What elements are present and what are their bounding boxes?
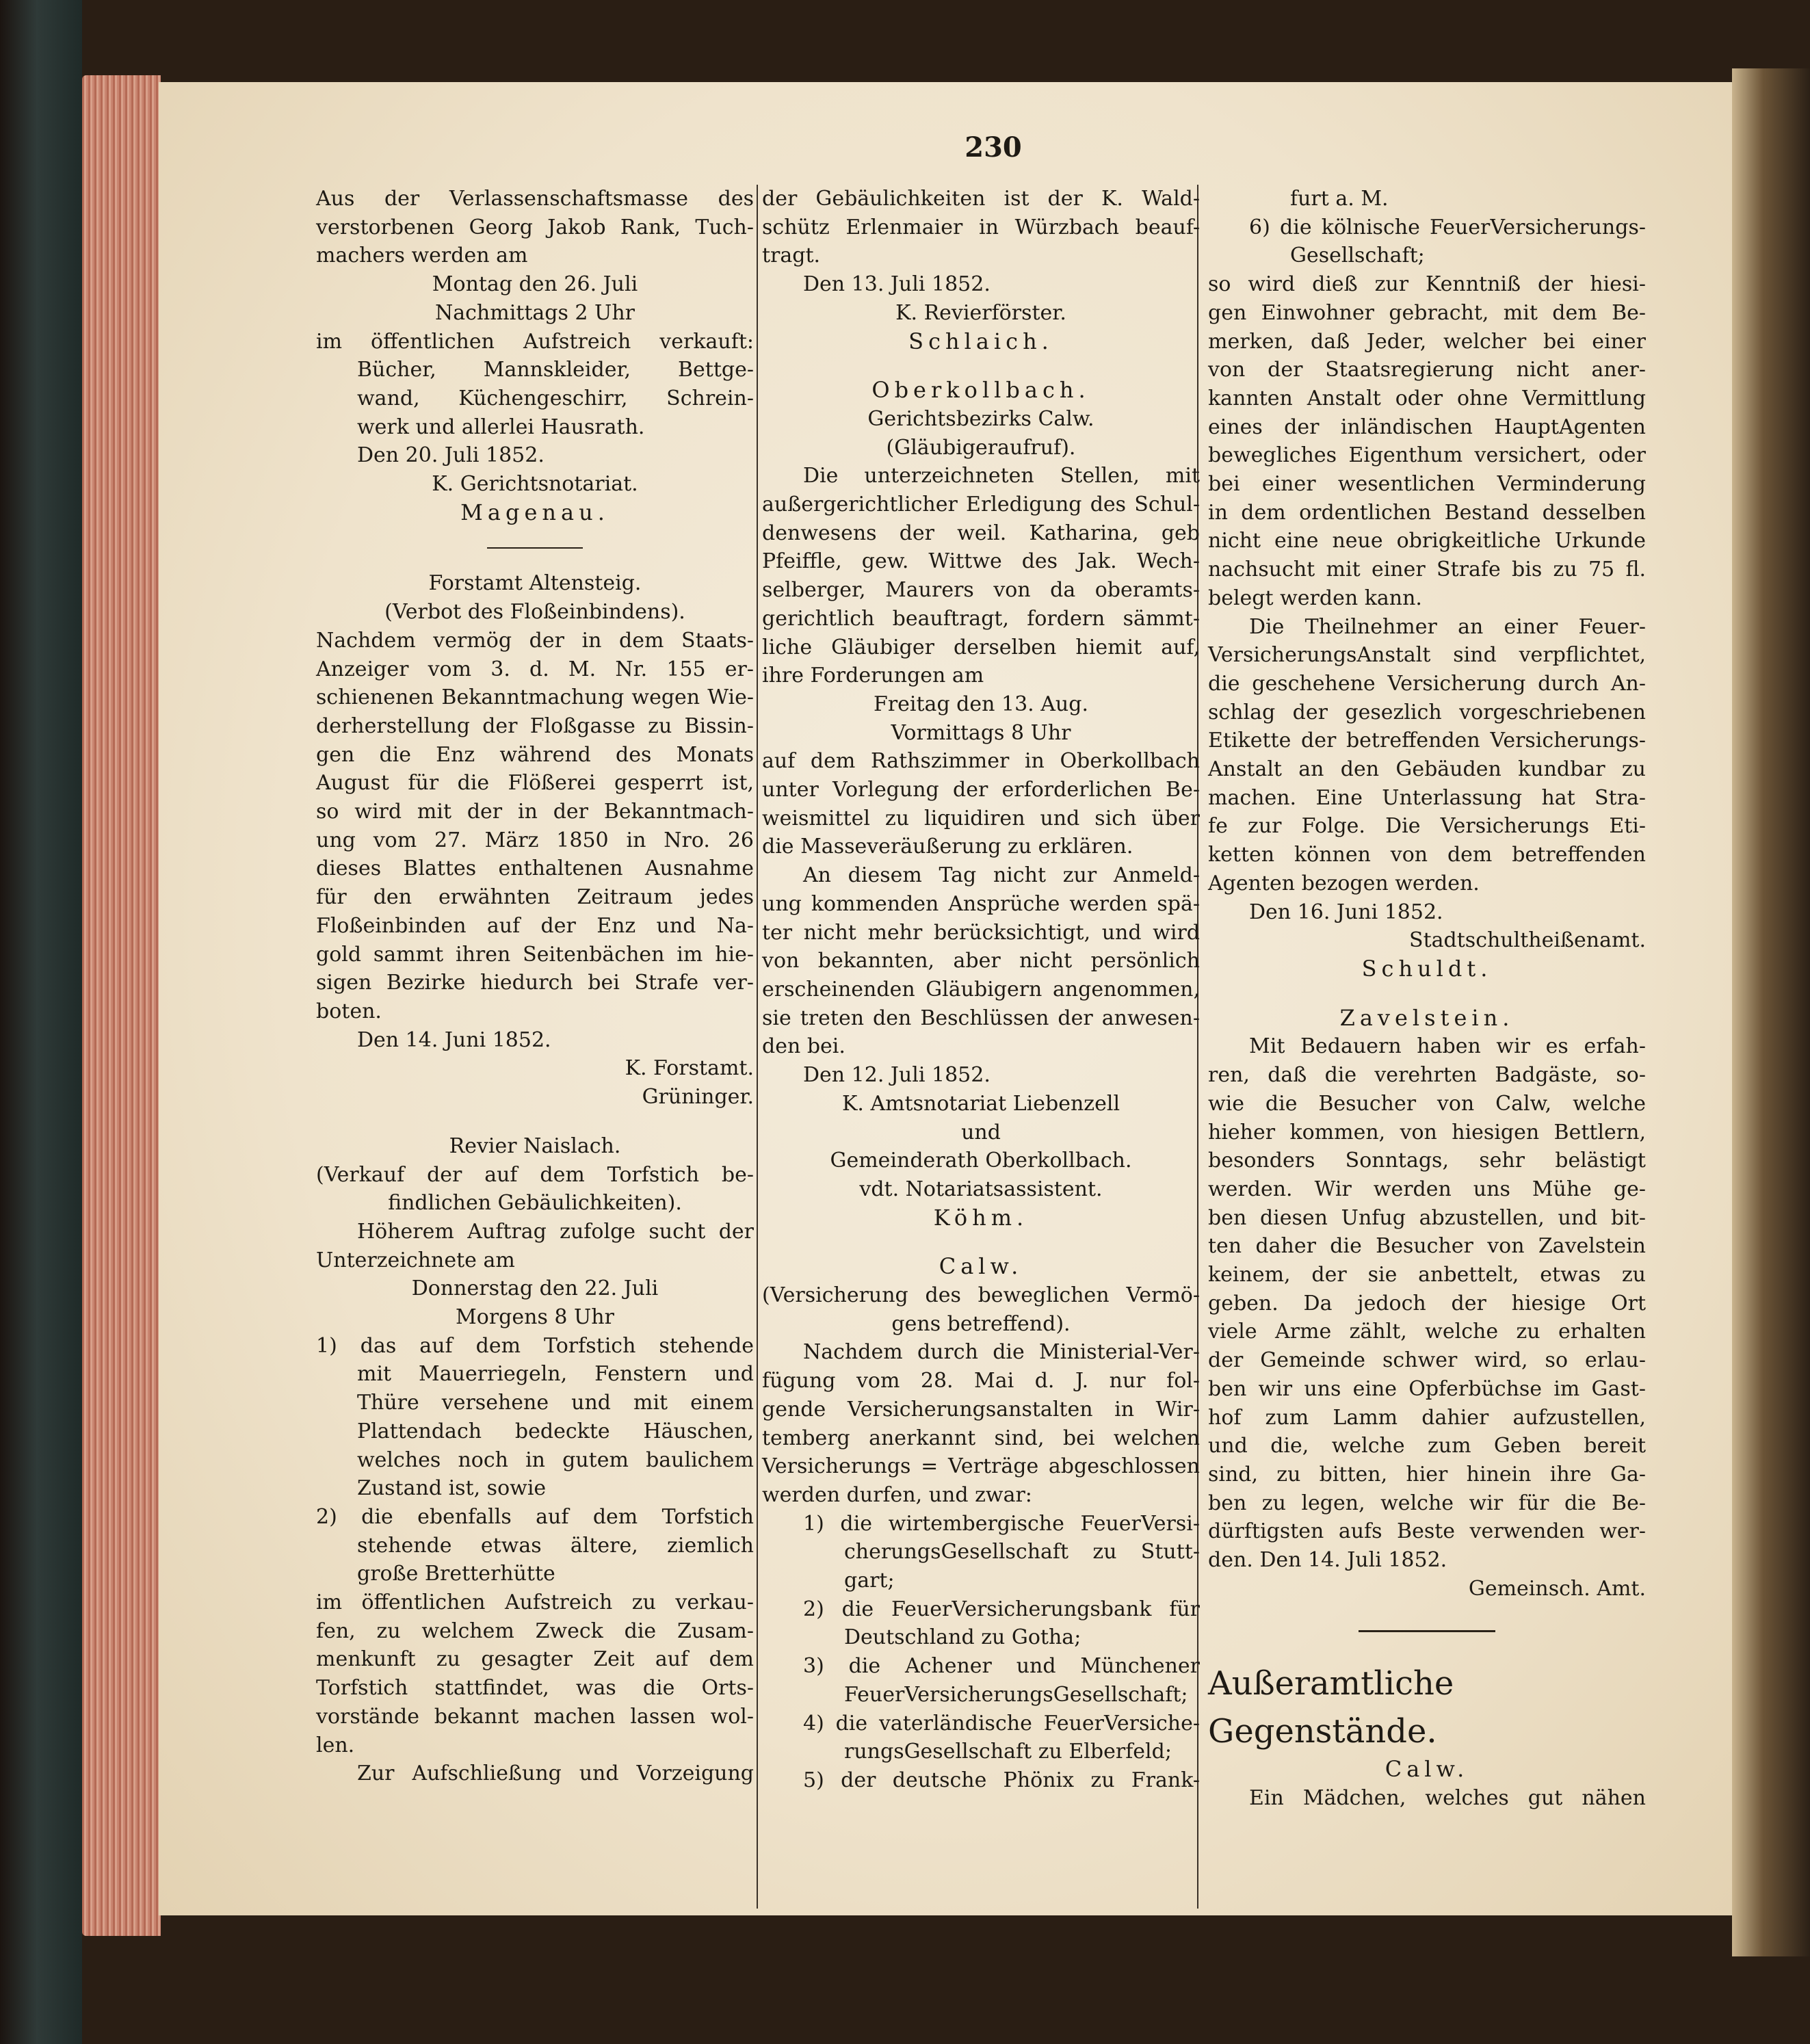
separator-rule — [1359, 1630, 1495, 1632]
text-line: werden durfen, und zwar: — [762, 1482, 1032, 1507]
text-line: große Bretterhütte — [357, 1562, 555, 1586]
text-line: gen Einwohner gebracht, mit dem Be- — [1208, 300, 1646, 325]
text-line: auf dem Rathszimmer in Oberkollbach — [762, 749, 1200, 774]
text-line: 3) die Achener und Münchener — [803, 1654, 1200, 1679]
text-line: gart; — [844, 1569, 895, 1593]
text-line: schienenen Bekanntmachung wegen Wie- — [316, 685, 754, 710]
text-line: Floßeinbinden auf der Enz und Na- — [316, 913, 754, 938]
text-line: sie treten den Beschlüssen der anwesen- — [762, 1006, 1200, 1030]
text-line: Den 12. Juli 1852. — [803, 1063, 991, 1088]
text-line: 6) die kölnische FeuerVersicherungs- — [1249, 215, 1646, 239]
text-line: Montag den 26. Juli — [432, 272, 638, 297]
text-line: An diesem Tag nicht zur Anmeld- — [803, 863, 1200, 888]
separator-rule — [487, 547, 583, 549]
text-line: K. Forstamt. — [625, 1056, 754, 1081]
text-line: welches noch in gutem baulichem — [357, 1447, 754, 1472]
section-gap — [1208, 984, 1646, 1004]
text-line: Donnerstag den 22. Juli — [411, 1276, 659, 1301]
text-line: K. Gerichtsnotariat. — [432, 472, 638, 497]
book-cover-left — [0, 0, 82, 2044]
text-line: Zur Aufschließung und Vorzeigung — [357, 1761, 754, 1786]
text-line: den bei. — [762, 1034, 845, 1059]
text-line: merken, daß Jeder, welcher bei einer — [1208, 329, 1646, 354]
text-line: ung vom 27. März 1850 in Nro. 26 — [316, 828, 754, 852]
text-line: FeuerVersicherungsGesellschaft; — [844, 1682, 1188, 1707]
text-line: cherungsGesellschaft zu Stutt- — [844, 1540, 1200, 1564]
section-heading: Zavelstein. — [1339, 1004, 1514, 1031]
text-line: menkunft zu gesagter Zeit auf dem — [316, 1647, 754, 1672]
text-line: Nachdem vermög der in dem Staats- — [316, 628, 754, 653]
text-line: ren, daß die verehrten Badgäste, so- — [1208, 1063, 1646, 1088]
newspaper-page — [159, 82, 1732, 1915]
text-line: 2) die ebenfalls auf dem Torfstich — [316, 1504, 754, 1529]
text-line: stehende etwas ältere, ziemlich — [357, 1533, 754, 1558]
section-heading: Oberkollbach. — [871, 377, 1090, 404]
text-line: Gemeinsch. Amt. — [1468, 1576, 1646, 1601]
text-line: Pfeiffle, gew. Wittwe des Jak. Wech- — [762, 549, 1200, 574]
text-line: Stadtschultheißenamt. — [1409, 928, 1646, 953]
text-line: so wird mit der in der Bekanntmach- — [316, 800, 754, 824]
text-line: Morgens 8 Uhr — [456, 1305, 614, 1330]
text-line: so wird dieß zur Kenntniß der hiesi- — [1208, 272, 1646, 297]
text-line: dürftigsten aufs Beste verwenden wer- — [1208, 1519, 1646, 1544]
text-line: ben diesen Unfug abzustellen, und bit- — [1208, 1205, 1646, 1230]
text-line: und die, welche zum Geben bereit — [1208, 1434, 1646, 1458]
text-line: werden. Wir werden uns Mühe ge- — [1208, 1177, 1646, 1201]
text-line: Grüninger. — [642, 1085, 754, 1110]
text-line: ung kommenden Ansprüche werden spä- — [762, 891, 1200, 916]
text-line: tragt. — [762, 244, 821, 268]
text-line: viele Arme zählt, welche zu erhalten — [1208, 1320, 1646, 1344]
text-line: der Gemeinde schwer wird, so erlau- — [1208, 1348, 1646, 1373]
text-line: mit Mauerriegeln, Fenstern und — [357, 1362, 754, 1387]
text-line: weismittel zu liquidiren und sich über — [762, 806, 1200, 830]
text-line: Agenten bezogen werden. — [1208, 871, 1480, 895]
text-line: temberg anerkannt sind, bei welchen — [762, 1426, 1200, 1450]
text-line: findlichen Gebäulichkeiten). — [388, 1191, 682, 1216]
text-line: Den 14. Juni 1852. — [357, 1027, 551, 1052]
text-line: Thüre versehene und mit einem — [357, 1391, 754, 1415]
text-line: machen. Eine Unterlassung hat Stra- — [1208, 785, 1646, 810]
text-line: gerichtlich beauftragt, fordern sämmt- — [762, 606, 1200, 631]
text-line: ketten können von dem betreffenden — [1208, 843, 1646, 867]
text-line: Plattendach bedeckte Häuschen, — [357, 1419, 754, 1443]
section-gap — [762, 356, 1200, 376]
text-line: August für die Flößerei gesperrt ist, — [316, 771, 754, 796]
text-line: gold sammt ihren Seitenbächen im hie- — [316, 942, 754, 967]
book-gutter-right — [1732, 68, 1810, 1956]
text-line: im öffentlichen Aufstreich zu verkau- — [316, 1590, 754, 1615]
text-line: K. Revierförster. — [895, 300, 1066, 325]
text-line: gen die Enz während des Monats — [316, 742, 754, 767]
text-line: Die Theilnehmer an einer Feuer- — [1249, 614, 1646, 639]
text-line: schlag der gesezlich vorgeschriebenen — [1208, 700, 1646, 724]
text-line: bei einer wesentlichen Verminderung — [1208, 472, 1646, 497]
text-line: (Versicherung des beweglichen Vermö- — [762, 1283, 1200, 1308]
text-line: gens betreffend). — [891, 1311, 1071, 1336]
text-line: (Gläubigeraufruf). — [886, 435, 1076, 460]
text-line: fen, zu welchem Zweck die Zusam- — [316, 1619, 754, 1643]
text-line: dieses Blattes enthaltenen Ausnahme — [316, 856, 754, 881]
text-line: Nachdem durch die Ministerial-Ver- — [803, 1340, 1200, 1365]
text-line: 5) der deutsche Phönix zu Frank- — [803, 1768, 1200, 1792]
text-line: der Gebäulichkeiten ist der K. Wald- — [762, 187, 1200, 211]
text-line: verstorbenen Georg Jakob Rank, Tuch- — [316, 215, 754, 239]
section-heading: Schuldt. — [1361, 955, 1493, 982]
text-line: derherstellung der Floßgasse zu Bissin- — [316, 713, 754, 738]
section-heading: Calw. — [939, 1253, 1023, 1280]
column-middle — [762, 185, 1200, 1795]
text-line: Ein Mädchen, welches gut nähen — [1249, 1786, 1646, 1811]
column-right — [1208, 185, 1646, 1813]
text-line: wand, Küchengeschirr, Schrein- — [357, 386, 754, 410]
text-line: fügung vom 28. Mai d. J. nur fol- — [762, 1369, 1200, 1393]
text-line: schütz Erlenmaier in Würzbach beauf- — [762, 215, 1200, 239]
text-line: Freitag den 13. Aug. — [874, 692, 1088, 716]
text-line: Den 16. Juni 1852. — [1249, 900, 1443, 924]
text-line: ter nicht mehr berücksichtigt, und wird — [762, 920, 1200, 945]
text-line: Gerichtsbezirks Calw. — [867, 406, 1094, 431]
text-line: belegt werden kann. — [1208, 586, 1422, 610]
text-line: Außeramtliche Gegenstände. — [1208, 1664, 1454, 1751]
page-number: 230 — [965, 131, 1022, 163]
text-line: bewegliches Eigenthum versichert, oder — [1208, 443, 1646, 468]
text-line: Anzeiger vom 3. d. M. Nr. 155 er- — [316, 657, 754, 681]
text-line: Unterzeichnete am — [316, 1248, 515, 1272]
section-heading: Schlaich. — [908, 328, 1053, 354]
text-line: keinem, der sie anbettelt, etwas zu — [1208, 1263, 1646, 1287]
text-line: 2) die FeuerVersicherungsbank für — [803, 1597, 1200, 1621]
text-line: Aus der Verlassenschaftsmasse des — [316, 187, 754, 211]
text-line: (Verbot des Floßeinbindens). — [384, 600, 685, 625]
text-line: erscheinenden Gläubigern angenommen, — [762, 977, 1200, 1001]
text-line: (Verkauf der auf dem Torfstich be- — [316, 1162, 754, 1187]
text-line: hof zum Lamm dahier aufzustellen, — [1208, 1405, 1646, 1430]
text-line: Gemeinderath Oberkollbach. — [830, 1149, 1132, 1173]
text-line: nachsucht mit einer Strafe bis zu 75 fl. — [1208, 558, 1646, 582]
text-line: 1) das auf dem Torfstich stehende — [316, 1333, 754, 1358]
text-line: werk und allerlei Hausrath. — [357, 415, 645, 439]
text-line: ihre Forderungen am — [762, 664, 984, 688]
text-line: und — [961, 1120, 1001, 1144]
text-line: vdt. Notariatsassistent. — [859, 1177, 1103, 1201]
text-line: Forstamt Altensteig. — [428, 571, 642, 596]
text-line: den. Den 14. Juli 1852. — [1208, 1548, 1447, 1573]
text-line: hieher kommen, von hiesigen Bettlern, — [1208, 1120, 1646, 1144]
text-line: nicht eine neue obrigkeitliche Urkunde — [1208, 529, 1646, 553]
text-line: die geschehene Versicherung durch An- — [1208, 671, 1646, 696]
text-line: furt a. M. — [1290, 187, 1389, 211]
text-line: kannten Anstalt oder ohne Vermittlung — [1208, 386, 1646, 410]
text-line: denwesens der weil. Katharina, geb — [762, 521, 1200, 545]
section-heading: Köhm. — [933, 1204, 1029, 1231]
text-line: vorstände bekannt machen lassen wol- — [316, 1704, 754, 1729]
text-line: Nachmittags 2 Uhr — [434, 300, 635, 325]
text-line: VersicherungsAnstalt sind verpflichtet, — [1208, 643, 1646, 668]
text-line: eines der inländischen HauptAgenten — [1208, 415, 1646, 439]
text-line: rungsGesellschaft zu Elberfeld; — [844, 1740, 1172, 1764]
text-line: Den 13. Juli 1852. — [803, 272, 991, 297]
section-heading: Magenau. — [460, 499, 609, 525]
text-line: Gesellschaft; — [1290, 244, 1425, 268]
text-line: K. Amtsnotariat Liebenzell — [841, 1091, 1120, 1116]
text-line: Bücher, Mannskleider, Bettge- — [357, 358, 754, 382]
column-divider — [757, 185, 758, 1909]
text-line: Zustand ist, sowie — [357, 1476, 547, 1501]
text-line: von der Staatsregierung nicht aner- — [1208, 358, 1646, 382]
text-line: außergerichtlicher Erledigung des Schul- — [762, 493, 1200, 517]
text-line: ben zu legen, welche wir für die Be- — [1208, 1491, 1646, 1515]
text-line: ten daher die Besucher von Zavelstein — [1208, 1234, 1646, 1259]
text-line: Anstalt an den Gebäuden kundbar zu — [1208, 757, 1646, 782]
section-gap — [316, 1112, 754, 1132]
text-line: len. — [316, 1733, 355, 1757]
text-line: ben wir uns eine Opferbüchse im Gast- — [1208, 1376, 1646, 1401]
text-line: Mit Bedauern haben wir es erfah- — [1249, 1034, 1646, 1059]
text-line: boten. — [316, 999, 382, 1023]
text-line: Revier Naislach. — [449, 1134, 621, 1158]
text-line: fe zur Folge. Die Versicherungs Eti- — [1208, 814, 1646, 839]
text-line: die Masseveräußerung zu erklären. — [762, 835, 1133, 859]
text-line: gende Versicherungsanstalten in Wir- — [762, 1397, 1200, 1421]
text-line: von bekannten, aber nicht persönlich — [762, 949, 1200, 973]
text-line: in dem ordentlichen Bestand desselben — [1208, 500, 1646, 525]
text-line: sind, zu bitten, hier hinein ihre Ga- — [1208, 1462, 1646, 1486]
text-line: selberger, Maurers von da oberamts- — [762, 578, 1200, 603]
text-line: Torfstich stattfindet, was die Orts- — [316, 1676, 754, 1701]
text-line: besonders Sonntags, sehr belästigt — [1208, 1149, 1646, 1173]
text-line: 4) die vaterländische FeuerVersiche- — [803, 1711, 1200, 1735]
text-line: Versicherungs = Verträge abgeschlossen — [762, 1454, 1200, 1479]
text-line: sigen Bezirke hiedurch bei Strafe ver- — [316, 971, 754, 995]
section-gap — [762, 1232, 1200, 1253]
text-line: geben. Da jedoch der hiesige Ort — [1208, 1291, 1646, 1315]
text-line: machers werden am — [316, 244, 528, 268]
section-heading: Calw. — [1385, 1756, 1469, 1783]
text-line: für den erwähnten Zeitraum jedes — [316, 885, 754, 910]
page-edges — [82, 75, 161, 1936]
text-line: im öffentlichen Aufstreich verkauft: — [316, 329, 754, 354]
text-line: unter Vorlegung der erforderlichen Be- — [762, 778, 1200, 802]
text-line: 1) die wirtembergische FeuerVersi- — [803, 1511, 1200, 1536]
text-line: Vormittags 8 Uhr — [891, 720, 1071, 745]
text-line: liche Gläubiger derselben hiemit auf, — [762, 635, 1200, 659]
text-line: Deutschland zu Gotha; — [844, 1625, 1081, 1650]
text-line: Die unterzeichneten Stellen, mit — [803, 464, 1200, 488]
text-line: wie die Besucher von Calw, welche — [1208, 1091, 1646, 1116]
column-left — [316, 185, 754, 1788]
text-line: Höherem Auftrag zufolge sucht der — [357, 1219, 754, 1244]
text-line: Etikette der betreffenden Versicherungs- — [1208, 729, 1646, 753]
text-line: Den 20. Juli 1852. — [357, 443, 545, 468]
